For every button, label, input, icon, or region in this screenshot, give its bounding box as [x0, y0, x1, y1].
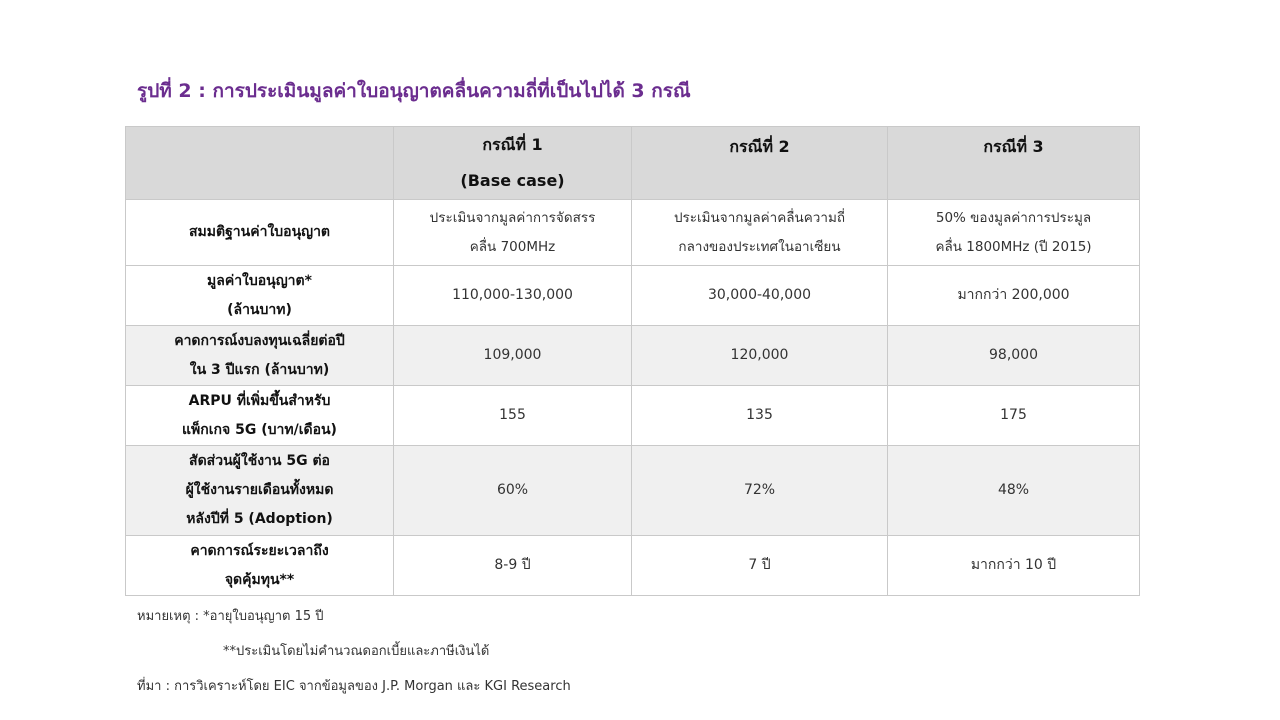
row-label-cell — [126, 446, 394, 536]
case-3-value-cell — [888, 326, 1140, 386]
header-case-1-title: กรณีที่ 1 — [482, 135, 543, 154]
case-2-value-cell — [632, 386, 888, 446]
row-label-line: แพ็กเกจ 5G (บาท/เดือน) — [182, 421, 337, 438]
row-label-line: ใน 3 ปีแรก (ล้านบาท) — [189, 361, 330, 378]
row-label-line: มูลค่าใบอนุญาต* — [207, 272, 312, 289]
table-row — [126, 446, 1140, 536]
cell-value-line: มากกว่า 10 ปี — [970, 557, 1057, 573]
header-empty-cell — [126, 127, 394, 200]
row-label-cell — [126, 326, 394, 386]
scenario-table — [125, 126, 1140, 596]
cell-value-line: 155 — [499, 407, 526, 423]
row-label-cell — [126, 200, 394, 266]
case-1-value-cell — [394, 266, 632, 326]
cell-value-line: 60% — [496, 482, 529, 498]
case-3-value-cell — [888, 386, 1140, 446]
case-2-value-cell — [632, 446, 888, 536]
case-1-value-cell — [394, 536, 632, 596]
case-2-value-cell — [632, 200, 888, 266]
cell-value-line: 30,000-40,000 — [707, 287, 812, 303]
case-2-value-cell — [632, 266, 888, 326]
header-case-1 — [394, 127, 632, 200]
case-3-value-cell — [888, 266, 1140, 326]
row-label-cell — [126, 536, 394, 596]
case-1-value-cell — [394, 386, 632, 446]
source-note: ที่มา : การวิเคราะห์โดย EIC จากข้อมูลของ J.P. Morgan และ KGI Research — [137, 679, 571, 694]
table-header-row — [126, 127, 1140, 200]
cell-value-line: มากกว่า 200,000 — [957, 287, 1070, 303]
cell-value-line: 110,000-130,000 — [452, 287, 573, 303]
cell-value-line: 50% ของมูลค่าการประมูล — [935, 209, 1092, 226]
case-1-value-cell — [394, 326, 632, 386]
row-label-cell — [126, 386, 394, 446]
row-label-line: สมมติฐานค่าใบอนุญาต — [188, 224, 331, 240]
case-1-value-cell — [394, 200, 632, 266]
cell-value-line: กลางของประเทศในอาเซียน — [678, 238, 841, 255]
cell-value-line: ประเมินจากมูลค่าการจัดสรร — [429, 209, 596, 226]
cell-value-line: 72% — [743, 482, 776, 498]
row-label-line: คาดการณ์ระยะเวลาถึง — [190, 542, 329, 559]
table-row — [126, 200, 1140, 266]
cell-value-line: 135 — [746, 407, 773, 423]
cell-value-line: ประเมินจากมูลค่าคลื่นความถี่ — [673, 209, 846, 226]
case-2-value-cell — [632, 326, 888, 386]
cell-value-line: คลื่น 700MHz — [469, 238, 556, 255]
row-label-line: หลังปีที่ 5 (Adoption) — [186, 511, 333, 527]
header-case-1-subtitle: (Base case) — [460, 171, 565, 190]
table-row — [126, 266, 1140, 326]
header-case-2-title: กรณีที่ 2 — [729, 137, 790, 156]
row-label-line: จุดคุ้มทุน** — [224, 571, 295, 588]
case-1-value-cell — [394, 446, 632, 536]
table-row — [126, 326, 1140, 386]
table-row — [126, 536, 1140, 596]
cell-value-line: 120,000 — [730, 347, 789, 363]
row-label-line: สัดส่วนผู้ใช้งาน 5G ต่อ — [189, 453, 330, 469]
cell-value-line: 109,000 — [483, 347, 542, 363]
note-license-term: หมายเหตุ : *อายุใบอนุญาต 15 ปี — [137, 609, 324, 624]
header-case-2 — [632, 127, 888, 200]
case-3-value-cell — [888, 536, 1140, 596]
cell-value-line: 98,000 — [989, 347, 1038, 363]
figure-title: รูปที่ 2 : การประเมินมูลค่าใบอนุญาตคลื่นความถี่ที่เป็นไปได้ 3 กรณี — [137, 80, 691, 102]
case-2-value-cell — [632, 536, 888, 596]
cell-value-line: 175 — [1000, 407, 1027, 423]
row-label-line: ARPU ที่เพิ่มขึ้นสำหรับ — [188, 392, 331, 409]
header-case-3 — [888, 127, 1140, 200]
note-calculation: **ประเมินโดยไม่คำนวณดอกเบี้ยและภาษีเงินได้ — [223, 644, 490, 659]
row-label-line: (ล้านบาท) — [227, 301, 292, 318]
case-3-value-cell — [888, 200, 1140, 266]
header-case-3-title: กรณีที่ 3 — [983, 137, 1044, 156]
case-3-value-cell — [888, 446, 1140, 536]
cell-value-line: 7 ปี — [748, 557, 771, 573]
cell-value-line: 48% — [997, 482, 1030, 498]
table-row — [126, 386, 1140, 446]
row-label-cell — [126, 266, 394, 326]
row-label-line: คาดการณ์งบลงทุนเฉลี่ยต่อปี — [174, 332, 345, 349]
cell-value-line: 8-9 ปี — [494, 557, 531, 573]
row-label-line: ผู้ใช้งานรายเดือนทั้งหมด — [185, 482, 334, 498]
cell-value-line: คลื่น 1800MHz (ปี 2015) — [935, 238, 1092, 255]
